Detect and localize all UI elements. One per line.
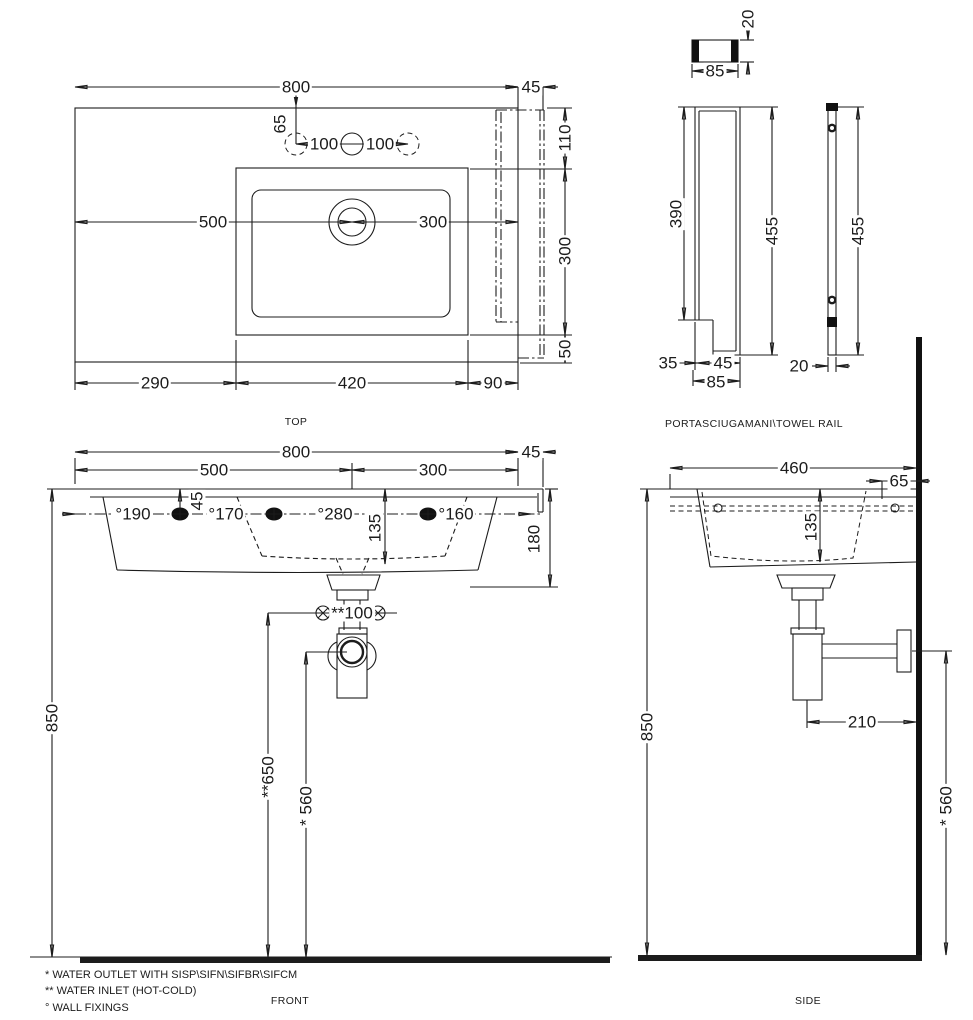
- caption-side-view: SIDE: [794, 995, 822, 1007]
- dim-outlet-height-side: * 560: [936, 786, 956, 826]
- dim-top-rail-offset: 45: [521, 77, 541, 97]
- wall-line-side: [916, 337, 922, 961]
- dim-rail-thickness: 20: [789, 356, 809, 376]
- towel-rail-views: [664, 26, 864, 388]
- dim-fixing-4: °160: [438, 504, 474, 524]
- dim-bowl-inner-depth-side: 135: [801, 512, 821, 542]
- dim-rail-bracket: 85: [705, 61, 725, 81]
- dim-bowl-offset-left: 290: [140, 373, 170, 393]
- dim-side-depth: 460: [779, 458, 809, 478]
- dim-top-bowl-depth: 300: [555, 236, 575, 266]
- dim-front-drain-left: 500: [199, 460, 229, 480]
- dim-top-depth-front: 110: [555, 124, 575, 152]
- dim-front-drain-right: 300: [418, 460, 448, 480]
- dim-rail-length-front: 455: [762, 216, 782, 246]
- dim-fixing-2: °170: [208, 504, 244, 524]
- dim-bowl-offset-right: 90: [483, 373, 503, 393]
- bowl-hidden-side: [702, 491, 866, 561]
- dim-drain-from-left: 500: [198, 212, 228, 232]
- caption-front-view: FRONT: [270, 995, 310, 1007]
- dim-fixing-from-wall: 65: [889, 471, 909, 491]
- dim-front-rail-offset: 45: [521, 442, 541, 462]
- dim-inlet-height: **650: [258, 756, 278, 798]
- dim-trap-from-wall: 210: [847, 712, 877, 732]
- dim-bowl-width: 420: [337, 373, 367, 393]
- top-view: [75, 87, 575, 393]
- top-view-dimensions: [75, 87, 575, 393]
- dim-rail-end-width: 45: [713, 353, 733, 373]
- dim-bowl-inner-depth-front: 135: [365, 513, 385, 543]
- footnote-water-outlet: * WATER OUTLET WITH SISP\SIFN\SIFBR\SIFCM: [45, 969, 298, 981]
- dim-fixing-depth: 45: [187, 491, 207, 511]
- dim-outlet-height-front: * 560: [296, 786, 316, 826]
- siphon-front: [327, 575, 380, 698]
- towel-rail-hidden-top: [496, 110, 544, 358]
- side-view-dimensions: [637, 468, 952, 955]
- dim-drain-from-right: 300: [418, 212, 448, 232]
- caption-towel-rail: PORTASCIUGAMANI\TOWEL RAIL: [664, 418, 844, 430]
- rail-front-outline: [695, 107, 740, 355]
- dim-top-depth-back: 50: [555, 339, 575, 359]
- dim-inlet-spacing: **100: [331, 603, 373, 623]
- caption-top-view: TOP: [284, 416, 308, 428]
- dim-top-taphole-setback: 65: [270, 114, 290, 134]
- dim-front-height: 180: [524, 524, 544, 554]
- footnote-wall-fixings: ° WALL FIXINGS: [45, 1002, 129, 1014]
- waste-wall-flange: [897, 630, 911, 672]
- dim-taphole-spacing-left: 100: [309, 134, 339, 154]
- dim-taphole-spacing-right: 100: [365, 134, 395, 154]
- dim-rim-height-front: 850: [42, 703, 62, 733]
- dim-front-width: 800: [281, 442, 311, 462]
- dim-rail-end-offset: 35: [658, 353, 678, 373]
- rail-side-outline: [826, 103, 838, 355]
- dim-rail-end-total: 85: [706, 372, 726, 392]
- side-view: [638, 337, 952, 961]
- dim-fixing-3: °280: [317, 504, 353, 524]
- front-view-dimensions: [47, 452, 558, 957]
- dim-fixing-1: °190: [115, 504, 151, 524]
- sink-outline-top: [75, 108, 518, 362]
- siphon-side: [777, 575, 911, 700]
- fixing-hole-front-side: [714, 504, 722, 512]
- dim-top-width: 800: [281, 77, 311, 97]
- dim-rail-length-side: 455: [848, 216, 868, 246]
- dim-rail-inner-length: 390: [666, 199, 686, 229]
- dim-rim-height-side: 850: [637, 712, 657, 742]
- footnote-water-inlet: ** WATER INLET (HOT-COLD): [45, 985, 197, 997]
- dim-rail-tube: 20: [738, 9, 758, 29]
